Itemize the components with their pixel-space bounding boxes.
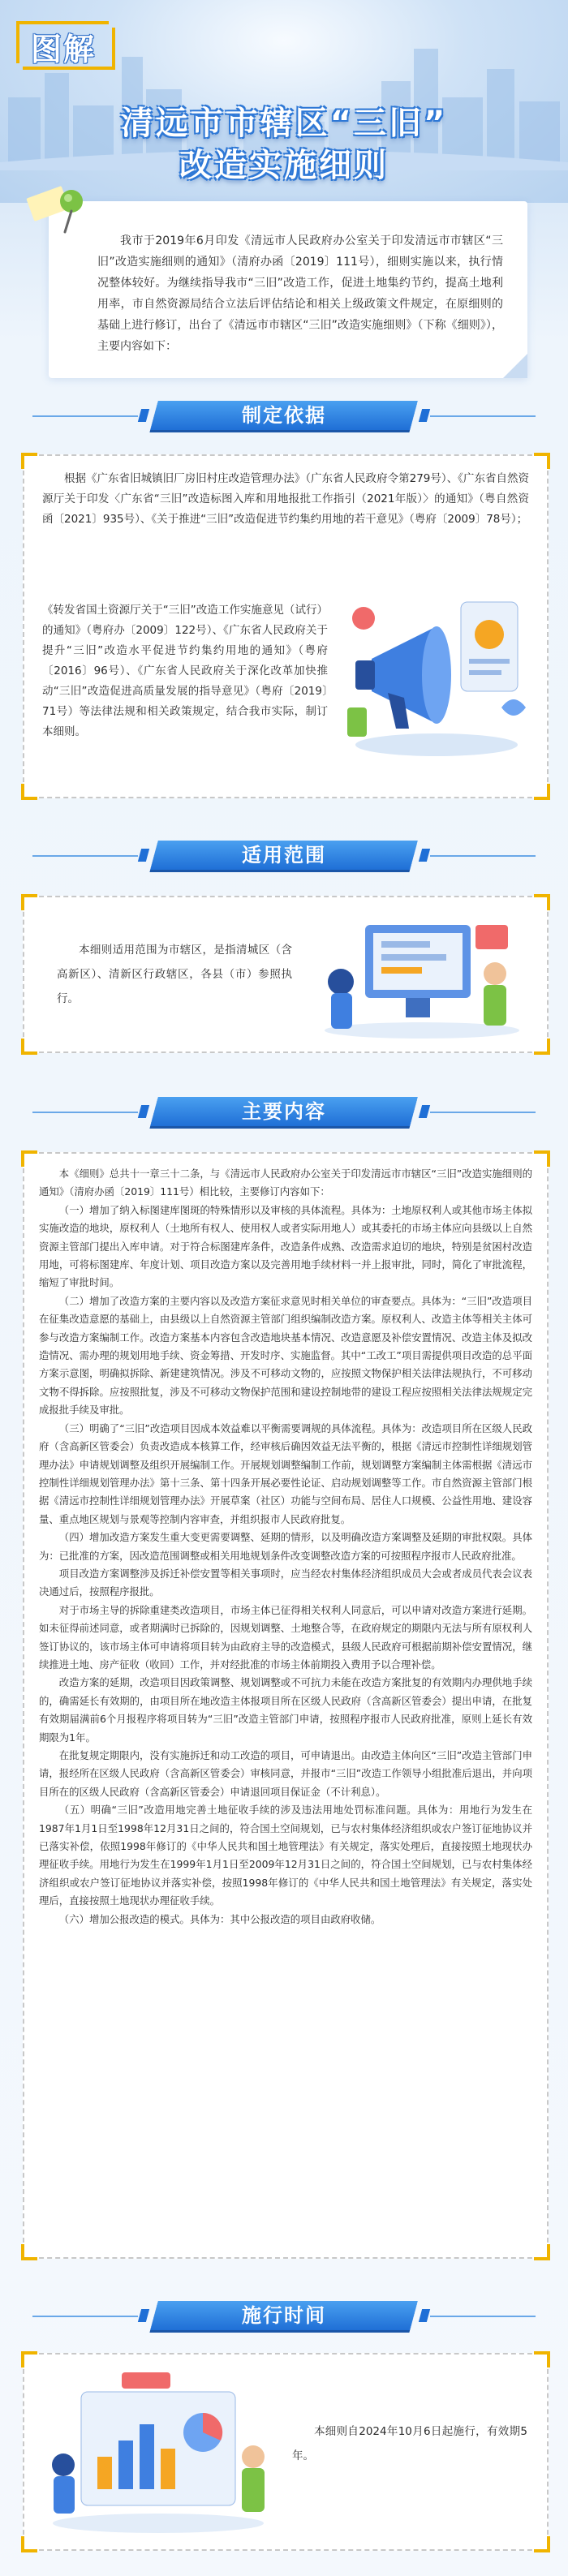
divider-right xyxy=(430,2316,536,2317)
corner-decoration xyxy=(21,2351,37,2367)
divider-left xyxy=(32,855,138,857)
content-paragraph: （二）增加了改造方案的主要内容以及改造方案征求意见时相关单位的审查要点。具体为：“三旧”改造项目在征集改造意愿的基础上，由县级以上自然资源主管部门组织编制改造方案。原权利人、改造主体等相关主体可参与改造方案编制工作。改造方案基本内容包含改造地块基本情况、改造意愿及补偿安置情况、改造主体及拟改造情况、需办理的规划用地手续、资金筹措、开发时序、实施监督。其中“工改工”项目需提供项目改造的总平面方案示意图，明确拟拆除、新建建筑情况。涉及不可移动文物的，应按照文物保护相关法律法规执行，不可移动文物不得拆除。应按照批复，涉及不可移动文物保护范围和建设控制地带的建设工程应按照相关法律法规规定完成报批手续及审批。 xyxy=(39,1294,532,1417)
divider-left xyxy=(32,1112,138,1113)
scope-text: 本细则适用范围为市辖区，是指清城区（含高新区）、清新区行政辖区，各县（市）参照执行。 xyxy=(57,944,292,1005)
basis-paragraph-1: 根据《广东省旧城镇旧厂房旧村庄改造管理办法》（广东省人民政府令第279号）、《广东省自然资源厅关于印发〈广东省“三旧”改造标图入库和用地报批工作指引（2021年版）〉的通知》（粤自然资函〔2021〕935号）、《关于推进“三旧”改造促进节约集约用地的若干意见》（粤府〔2009〕78号）； xyxy=(42,472,529,526)
section-title-label: 适用范围 xyxy=(242,844,326,867)
basis-paragraph-2: 《转发省国土资源厅关于“三旧”改造工作实施意见（试行）的通知》（粤府办〔2009〕122号）、《广东省人民政府关于提升“三旧”改造水平促进节约集约用地的通知》（粤府〔2016〕96号）、《广东省人民政府关于深化改革加快推动“三旧”改造促进高质量发展的指导意见》（粤府〔2019〕71号）等法律法规和相关政策规定，结合我市实际，制订本细则。 xyxy=(42,604,328,738)
content-paragraph: 本《细则》总共十一章三十二条，与《清远市人民政府办公室关于印发清远市市辖区“三旧”改造实施细则的通知》（清府办函〔2019〕111号）相比较，主要修订内容如下： xyxy=(39,1168,532,1198)
divider-left xyxy=(32,415,138,417)
badge-tujie xyxy=(16,15,114,67)
content-paragraph: （一）增加了纳入标图建库图斑的特殊情形以及审核的具体流程。具体为：土地原权利人或其他市场主体拟实施改造的地块，原权利人（土地所有权人、使用权人或者实际用地人）或其委托的市场主体应向县级以上自然资源主管部门提出入库申请。对于符合标图建库条件，改造条件成熟、改造需求迫切的地块，特别是贫困村改造用地，可将标图建库、年度计划、项目改造方案以及完善用地手续材料一并上报审批，同时，简化了审批流程，缩短了审批时间。 xyxy=(39,1203,532,1289)
section-title-scope xyxy=(154,834,414,876)
page-title-line1: 清远市市辖区“三旧” xyxy=(120,105,448,142)
divider-right xyxy=(430,415,536,417)
content-paragraph: （四）增加改造方案发生重大变更需要调整、延期的情形，以及明确改造方案调整及延期的审批权限。具体为：已批准的方案，因改造范围调整或相关用地规划条件改变调整改造方案的可按照程序报市人民政府批准。 xyxy=(39,1531,532,1562)
corner-decoration xyxy=(534,784,550,800)
intro-text: 我市于2019年6月印发《清远市人民政府办公室关于印发清远市市辖区“三旧”改造实施细则的通知》（清府办函〔2019〕111号），细则实施以来，执行情况整体较好。为继续指导我市“三旧”改造工作，促进土地集约节约，提高土地利用率，市自然资源局结合立法后评估结论和相关上级政策文件规定，在原细则的基础上进行修订，出台了《清远市市辖区“三旧”改造实施细则》（下称《细则》），主要内容如下： xyxy=(97,234,503,353)
section-title-label: 主要内容 xyxy=(242,1100,326,1123)
page-title-line2: 改造实施细则 xyxy=(179,147,389,184)
basis-box xyxy=(23,454,549,798)
corner-decoration xyxy=(21,2536,37,2552)
corner-decoration xyxy=(534,453,550,469)
corner-decoration xyxy=(534,1039,550,1055)
header-banner xyxy=(0,0,568,203)
intro-card xyxy=(49,201,527,378)
content-paragraph: 对于市场主导的拆除重建类改造项目，市场主体已征得相关权利人同意后，可以申请对改造方案进行延期。如未征得前述同意，或者期满时已拆除的，因规划调整、土地整合等，在政府规定的期限内无法与所有原权利人签订协议的，该市场主体可申请将项目转为由政府主导的改造模式，县级人民政府可根据前期补偿安置情况，继续推进土地、房产征收（收回）工作，并对经批准的市场主体前期投入费用予以合理补偿。 xyxy=(39,1603,532,1671)
divider-right xyxy=(430,855,536,857)
content-paragraph: （五）明确“三旧”改造用地完善土地征收手续的涉及违法用地处罚标准问题。具体为：用地行为发生在1987年1月1日至1998年12月31日之间的，符合国土空间规划，已与农村集体经济组织或农户签订征地协议并已落实补偿，依照1998年修订的《中华人民共和国土地管理法》有关规定，落实处理后，直接按照土地现状办理征收手续。用地行为发生在1999年1月1日至2009年12月31日之间的，符合国土空间规划，已与农村集体经济组织或农户签订征地协议并落实补偿，按照1998年修订的《中华人民共和国土地管理法》有关规定，落实处理后，直接按照土地现状办理征收手续。 xyxy=(39,1804,532,1907)
divider-right xyxy=(430,1112,536,1113)
content-paragraph: 在批复规定期限内，没有实施拆迁和动工改造的项目，可申请退出。由改造主体向区“三旧”改造主管部门申请，报经所在区级人民政府（含高新区管委会）审核同意，并报市“三旧”改造工作领导小组批准后退出，并向项目所在的区级人民政府（含高新区管委会）申请退回项目保证金（不计利息）。 xyxy=(39,1749,532,1798)
workspace-illustration xyxy=(316,909,527,1042)
content-paragraph: （六）增加公报改造的模式。具体为：其中公报改造的项目由政府收储。 xyxy=(58,1912,381,1925)
content-paragraph: 项目改造方案调整涉及拆迁补偿安置等相关事项时，应当经农村集体经济组织成员大会或者成员代表会议表决通过后，按照程序报批。 xyxy=(39,1567,532,1598)
corner-decoration xyxy=(534,2536,550,2552)
content-body xyxy=(39,1165,532,1929)
divider-left xyxy=(32,2316,138,2317)
scope-box xyxy=(23,896,549,1053)
corner-decoration xyxy=(534,2351,550,2367)
corner-decoration xyxy=(534,2244,550,2260)
pushpin-icon xyxy=(24,183,93,243)
badge-label: 图解 xyxy=(31,32,97,67)
corner-decoration xyxy=(21,1150,37,1167)
dashboard-illustration xyxy=(41,2367,276,2536)
section-title-basis xyxy=(154,394,414,437)
corner-decoration xyxy=(21,784,37,800)
corner-decoration xyxy=(21,453,37,469)
section-title-content xyxy=(154,1090,414,1133)
corner-decoration xyxy=(21,1039,37,1055)
period-box xyxy=(23,2353,549,2551)
content-box xyxy=(23,1152,549,2259)
section-title-period xyxy=(154,2294,414,2337)
megaphone-illustration xyxy=(339,586,534,764)
corner-decoration xyxy=(534,894,550,910)
content-paragraph: （三）明确了“三旧”改造项目因成本效益难以平衡需要调规的具体流程。具体为：改造项目所在区级人民政府（含高新区管委会）负责改造成本核算工作，经审核后确因效益无法平衡的，根据《清远市控制性详细规划管理办法》申请规划调整及组织开展编制工作。开展规划调整编制工作前，规划调整方案编制主体需根据《清远市控制性详细规划管理办法》第十三条、第十四条开展必要性论证、启动规划调整等工作。市自然资源主管部门根据《清远市控制性详细规划管理办法》开展草案（社区）功能与空间布局、居住人口规模、公益性用地、建设容量、重点地区规划与景观等控制内容审查，并组织报市人民政府批复。 xyxy=(39,1421,532,1525)
section-title-label: 制定依据 xyxy=(242,404,326,427)
corner-decoration xyxy=(21,894,37,910)
content-paragraph: 改造方案的延期，改造项目因政策调整、规划调整或不可抗力未能在改造方案批复的有效期内办理供地手续的，确需延长有效期的，由项目所在地改造主体报项目所在区级人民政府（含高新区管委会）提出申请，在批复有效期届满前6个月报程序将项目转为“三旧”改造主管部门申请，按照程序报市人民政府批准，原则上延长有效期限为1年。 xyxy=(39,1676,532,1744)
corner-decoration xyxy=(534,1150,550,1167)
section-title-label: 施行时间 xyxy=(242,2304,326,2327)
period-text: 本细则自2024年10月6日起施行，有效期5年。 xyxy=(292,2425,527,2462)
corner-decoration xyxy=(21,2244,37,2260)
